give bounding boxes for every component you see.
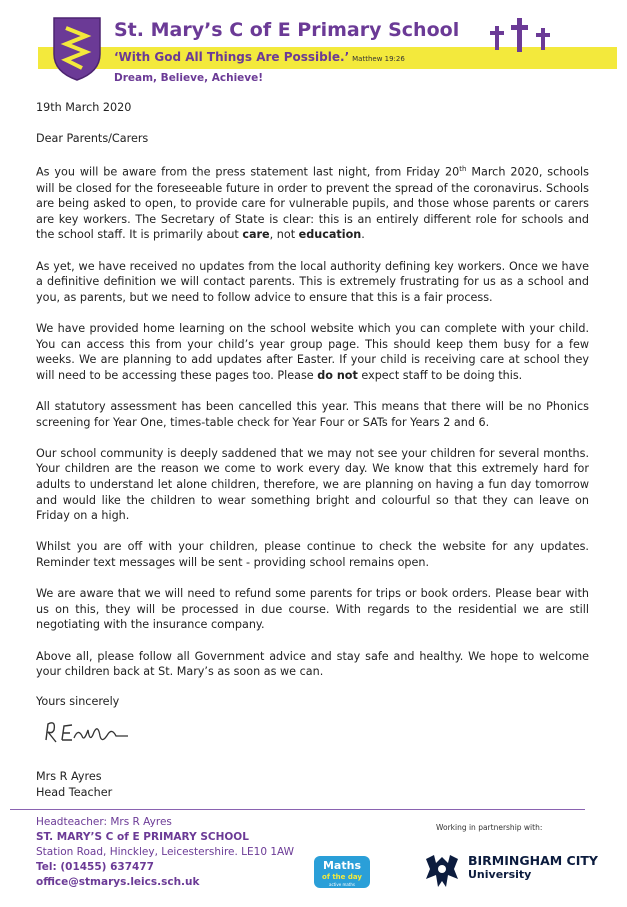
letterhead — [0, 0, 627, 95]
closing: Yours sincerely — [36, 695, 120, 708]
paragraph-website: Whilst you are off with your children, please continue to check the website for any updates. Reminder text messages will be sent - providing school remains open. — [36, 540, 589, 569]
paragraph-closing-remarks: Above all, please follow all Government advice and stay safe and healthy. We hope to welcome your children back at St. Mary’s as soon as we can. — [36, 649, 589, 679]
svg-text:active maths: active maths — [329, 882, 355, 887]
footer-telephone: Tel: (01455) 637477 — [36, 861, 154, 873]
signer-block — [36, 769, 112, 800]
handwritten-signature — [42, 714, 132, 748]
footer-contact — [36, 815, 294, 890]
svg-text:of the day: of the day — [322, 873, 362, 881]
signer-title: Head Teacher — [36, 785, 113, 799]
bcu-wordmark — [468, 854, 598, 882]
school-motto — [114, 50, 405, 64]
footer-email[interactable]: office@stmarys.leics.sch.uk — [36, 876, 200, 888]
three-crosses-icon — [488, 18, 552, 54]
motto-text: ‘With God All Things Are Possible.’ — [114, 50, 350, 64]
birmingham-city-university-logo — [422, 851, 462, 891]
letter-salutation: Dear Parents/Carers — [36, 132, 149, 146]
letter-date: 19th March 2020 — [36, 101, 132, 114]
school-tagline: Dream, Believe, Achieve! — [114, 72, 264, 84]
paragraph-refunds: We are aware that we will need to refund some parents for trips or book orders. Please bear with us on this, they will be processed in due course. With regards to the residential we are still negotiating with the insurance company. — [36, 587, 589, 632]
school-name: St. Mary’s C of E Primary School — [114, 19, 460, 41]
paragraph-assessment: All statutory assessment has been cancelled this year. This means that there will be no Phonics screening for Year One, times-table check for Year Four or SATs for Years 2 and 6. — [36, 400, 589, 429]
footer-address: Station Road, Hinckley, Leicestershire. LE10 1AW — [36, 846, 295, 858]
paragraph-fun-day: Our school community is deeply saddened that we may not see your children for several months. Your children are the reason we come to work every day. We know that this extremely hard for adults to understand let alone children, therefore, we are planning on having a fun day tomorrow and would like the children to wear something bright and colourful so that they can leave on Friday on a high. — [36, 446, 589, 523]
bcu-sub: University — [468, 868, 532, 881]
bcu-name: BIRMINGHAM CITY — [468, 853, 598, 868]
letter-body — [36, 100, 589, 695]
signer-name: Mrs R Ayres — [36, 770, 102, 783]
paragraph-home-learning: We have provided home learning on the school website which you can complete with your child. You can access this from your child’s year group page. This should keep them busy for a few weeks. We are planning to add updates after Easter. If your child is receiving care at school they will need to be accessing these pages too. Please do not expect staff to be doing this. — [36, 322, 589, 382]
partner-label: Working in partnership with: — [436, 823, 543, 832]
footer-school-name: ST. MARY’S C of E PRIMARY SCHOOL — [36, 831, 249, 843]
footer-divider — [10, 809, 585, 810]
svg-text:Maths: Maths — [322, 859, 362, 872]
maths-of-the-day-logo — [312, 854, 372, 890]
motto-reference: Matthew 19:26 — [352, 55, 405, 63]
paragraph-key-workers: As yet, we have received no updates from the local authority defining key workers. Once we have a definitive definition we will contact parents. This is extremely frustrating for us as a school and you, as parents, but we need to follow advice to ensure that this is a fair process. — [36, 259, 589, 304]
paragraph-closure: As you will be aware from the press statement last night, from Friday 20th March 2020, schools will be closed for the foreseeable future in order to prevent the spread of the coronavirus. Schools are being asked to open, to provide care for vulnerable pupils, and those whose parents or carers are key workers. The Secretary of State is clear: this is an entirely different role for schools and the school staff. It is primarily about care, not education. — [36, 165, 589, 242]
footer-headteacher: Headteacher: Mrs R Ayres — [36, 816, 172, 828]
school-crest-icon — [52, 16, 102, 82]
